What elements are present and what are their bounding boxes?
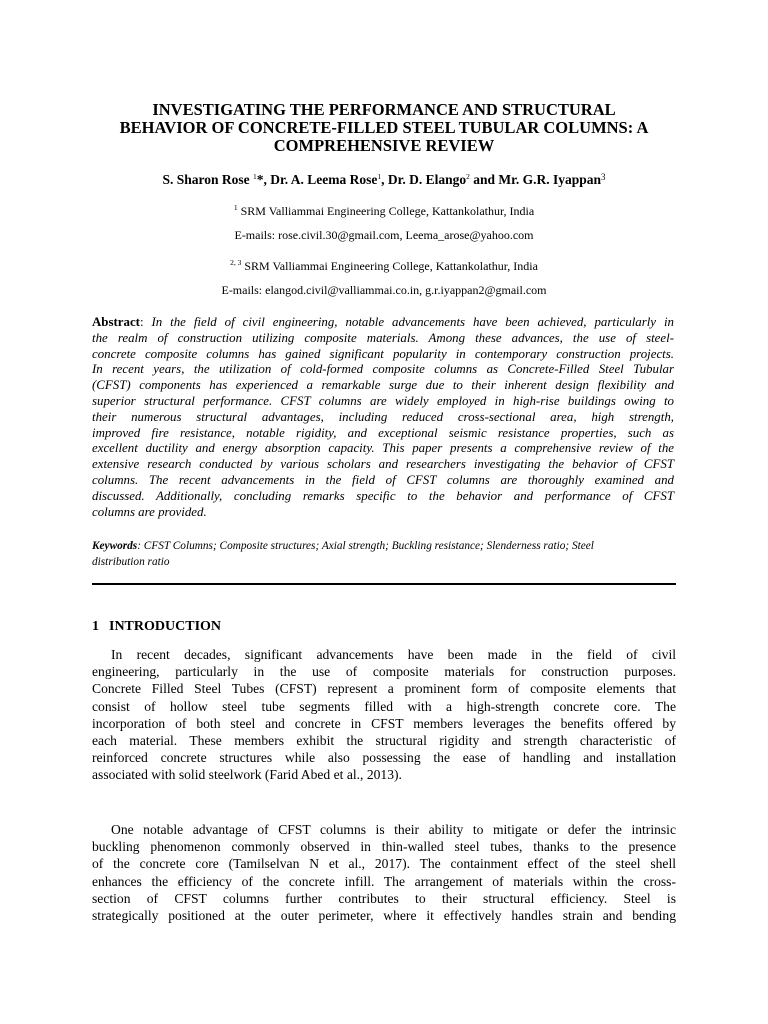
keywords-line: distribution ratio: [92, 555, 170, 568]
author-affiliation-mark: 2: [466, 172, 470, 181]
abstract-line: improved fire resistance, notable rigidity, and exceptional seismic resistance properties, such as: [92, 425, 674, 440]
affiliation-institution: SRM Valliammai Engineering College, Kattankolathur, India: [241, 259, 538, 273]
author-list: [0, 172, 768, 188]
author-name: Mr. G.R. Iyappan: [498, 172, 602, 187]
author-separator: ,: [381, 172, 388, 187]
paragraph-line: One notable advantage of CFST columns is their ability to mitigate or defer the intrinsic: [111, 822, 676, 837]
abstract-line: (CFST) components has experienced a remarkable surge due to their inherent design flexibility and: [92, 378, 674, 393]
abstract-line: columns are provided.: [92, 504, 207, 519]
abstract-line: extensive research conducted by various scholars and researchers investigating the behavior of CFST: [92, 457, 674, 472]
paragraph-line: engineering, particularly in the use of composite materials for construction purposes.: [92, 664, 676, 680]
paragraph-line: of the concrete core (Tamilselvan N et al., 2017). The containment effect of the steel shell: [92, 856, 676, 872]
abstract-line: the realm of construction utilizing composite materials. Among these advances, the use of steel-: [92, 330, 674, 345]
abstract-line: discussed. Additionally, concluding remarks specific to the behavior and performance of CFST: [92, 488, 674, 503]
abstract-line: superior structural performance. CFST columns are widely employed in high-rise buildings owing to: [92, 393, 674, 408]
abstract: [92, 315, 674, 520]
keywords-text: : CFST Columns; Composite structures; Axial strength; Buckling resistance; Slenderness ratio; Steel: [137, 540, 594, 552]
title-line: COMPREHENSIVE REVIEW: [273, 136, 495, 155]
affiliation-emails: E-mails: rose.civil.30@gmail.com, Leema_arose@yahoo.com: [234, 228, 534, 242]
paragraph-line: section of CFST columns further contributes to their structural efficiency. Steel is: [92, 890, 676, 906]
paragraph-line: consist of hollow steel tube segments filled with a high-strength concrete core. The: [92, 698, 676, 714]
paper-title: [80, 101, 688, 155]
abstract-text: In the field of civil engineering, notable advancements have been achieved, particularly in: [151, 315, 674, 329]
title-line: INVESTIGATING THE PERFORMANCE AND STRUCTURAL: [152, 100, 616, 119]
section-title: INTRODUCTION: [109, 619, 222, 634]
affiliation-line: [0, 204, 768, 219]
abstract-label: Abstract: [92, 315, 140, 329]
author-separator: and: [469, 172, 499, 187]
paragraph-line: buckling phenomenon commonly observed in thin-walled steel tubes, thanks to the presence: [92, 839, 676, 855]
paragraph-line: In recent decades, significant advancements have been made in the field of civil: [111, 647, 676, 662]
paragraph-line: incorporation of both steel and concrete in CFST members leverages the benefits offered by: [92, 715, 676, 731]
author-name: Dr. A. Leema Rose: [270, 172, 378, 187]
body-paragraph: [92, 646, 676, 784]
keywords-label: Keywords: [92, 540, 138, 552]
author-affiliation-mark: 1: [252, 172, 257, 181]
abstract-line: concrete composite columns has gained significant popularity in contemporary construction projects.: [92, 346, 674, 361]
abstract-line: excellent ductility and energy absorption capacity. This paper presents a comprehensive review of the: [92, 441, 674, 456]
paragraph-line: each material. These members exhibit the structural rigidity and strength characteristic of: [92, 733, 676, 749]
affiliation-mark: 2, 3: [230, 258, 242, 267]
author-name: S. Sharon Rose: [162, 172, 250, 187]
keywords-line: [92, 539, 676, 555]
keywords: [92, 539, 676, 570]
body-paragraph: [92, 821, 676, 924]
affiliation-line: [0, 259, 768, 274]
section-heading: [92, 619, 221, 635]
paragraph-line: strategically positioned at the outer perimeter, where it effectively handles strain and bending: [92, 908, 676, 924]
abstract-label-separator: :: [139, 315, 152, 329]
author-name: Dr. D. Elango: [387, 172, 467, 187]
section-divider: [92, 583, 676, 585]
paragraph-line: associated with solid steelwork (Farid Abed et al., 2013).: [92, 767, 402, 783]
paragraph-line: enhances the efficiency of the concrete infill. The arrangement of materials within the cross-: [92, 873, 676, 889]
abstract-line: their numerous structural advantages, including reduced cross-sectional area, high strength,: [92, 409, 674, 424]
author-affiliation-mark: 3: [601, 172, 606, 182]
paragraph-line: reinforced concrete structures while also possessing the ease of handling and installation: [92, 750, 676, 766]
author-affiliation-mark: 1: [377, 172, 382, 181]
abstract-line: [92, 315, 674, 331]
affiliation-institution: SRM Valliammai Engineering College, Kattankolathur, India: [237, 204, 535, 218]
affiliation-mark: 1: [233, 203, 238, 212]
affiliation-emails: E-mails: elangod.civil@valliammai.co.in, g.r.iyappan2@gmail.com: [221, 283, 547, 297]
paragraph-line: Concrete Filled Steel Tubes (CFST) represent a prominent form of composite elements that: [92, 681, 676, 697]
abstract-line: columns. The recent advancements in the field of CFST columns are thoroughly examined and: [92, 472, 674, 487]
corresponding-mark: *,: [256, 172, 271, 187]
title-line: BEHAVIOR OF CONCRETE-FILLED STEEL TUBULAR COLUMNS: A: [119, 118, 649, 137]
section-number: 1: [92, 619, 99, 634]
abstract-line: In recent years, the utilization of cold-formed composite columns as Concrete-Filled Steel Tubular: [92, 362, 674, 377]
